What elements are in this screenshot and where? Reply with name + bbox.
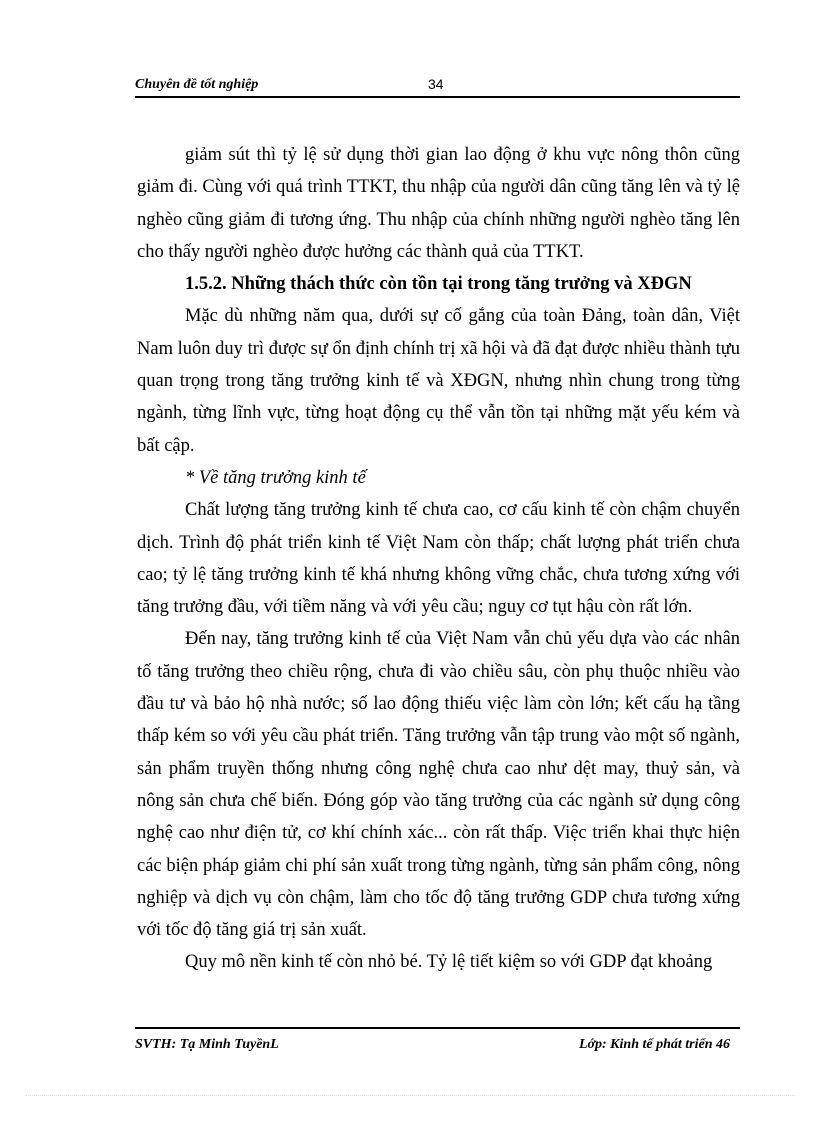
- page-header: [135, 76, 740, 98]
- page-number: 34: [428, 76, 444, 92]
- paragraph-4: Đến nay, tăng trưởng kinh tế của Việt Nam vẫn chủ yếu dựa vào các nhân tố tăng trưởng theo chiều rộng, chưa đi vào chiều sâu, còn phụ thuộc nhiều vào đầu tư và bảo hộ nhà nước; số lao động thiếu việc làm còn lớn; kết cấu hạ tầng thấp kém so với yêu cầu phát triển. Tăng trưởng vẫn tập trung vào một số ngành, sản phẩm truyền thống nhưng công nghệ chưa cao như dệt may, thuỷ sản, và nông sản chưa chế biến. Đóng góp vào tăng trưởng của các ngành sử dụng công nghệ cao như điện tử, cơ khí chính xác... còn rất thấp. Việc triển khai thực hiện các biện pháp giảm chi phí sản xuất trong từng ngành, từng sản phẩm công, nông nghiệp và dịch vụ còn chậm, làm cho tốc độ tăng trưởng GDP chưa tương xứng với tốc độ tăng giá trị sản xuất.: [137, 629, 740, 941]
- section-heading: 1.5.2. Những thách thức còn tồn tại trong tăng trưởng và XĐGN: [185, 274, 692, 295]
- page-edge-divider: [25, 1095, 795, 1096]
- document-body: [137, 139, 740, 979]
- paragraph-2: Mặc dù những năm qua, dưới sự cố gắng của toàn Đảng, toàn dân, Việt Nam luôn duy trì được sự ổn định chính trị xã hội và đã đạt được nhiều thành tựu quan trọng trong tăng trưởng kinh tế và XĐGN, nhưng nhìn chung trong từng ngành, từng lĩnh vực, từng hoạt động cụ thể vẫn tồn tại những mặt yếu kém và bất cập.: [137, 306, 740, 456]
- page-footer: [135, 1027, 740, 1053]
- subsection-heading: * Về tăng trưởng kinh tế: [185, 467, 366, 488]
- paragraph-5: Quy mô nền kinh tế còn nhỏ bé. Tỷ lệ tiết kiệm so với GDP đạt khoảng: [185, 952, 713, 973]
- document-title: Chuyên đề tốt nghiệp: [135, 77, 259, 92]
- paragraph-1: giảm sút thì tỷ lệ sử dụng thời gian lao động ở khu vực nông thôn cũng giảm đi. Cùng với quá trình TTKT, thu nhập của người dân cũng tăng lên và tỷ lệ nghèo cũng giảm đi tương ứng. Thu nhập của chính những người nghèo tăng lên cho thấy người nghèo được hưởng các thành quả của TTKT.: [137, 145, 740, 262]
- paragraph-3: Chất lượng tăng trưởng kinh tế chưa cao, cơ cấu kinh tế còn chậm chuyển dịch. Trình độ phát triển kinh tế Việt Nam còn thấp; chất lượng phát triển chưa cao; tỷ lệ tăng trưởng kinh tế khá nhưng không vững chắc, chưa tương xứng với tăng trưởng đầu, với tiềm năng và với yêu cầu; nguy cơ tụt hậu còn rất lớn.: [137, 500, 740, 618]
- footer-author: SVTH: Tạ Minh TuyềnL: [135, 1037, 279, 1052]
- footer-class: Lớp: Kinh tế phát triển 46: [578, 1037, 730, 1052]
